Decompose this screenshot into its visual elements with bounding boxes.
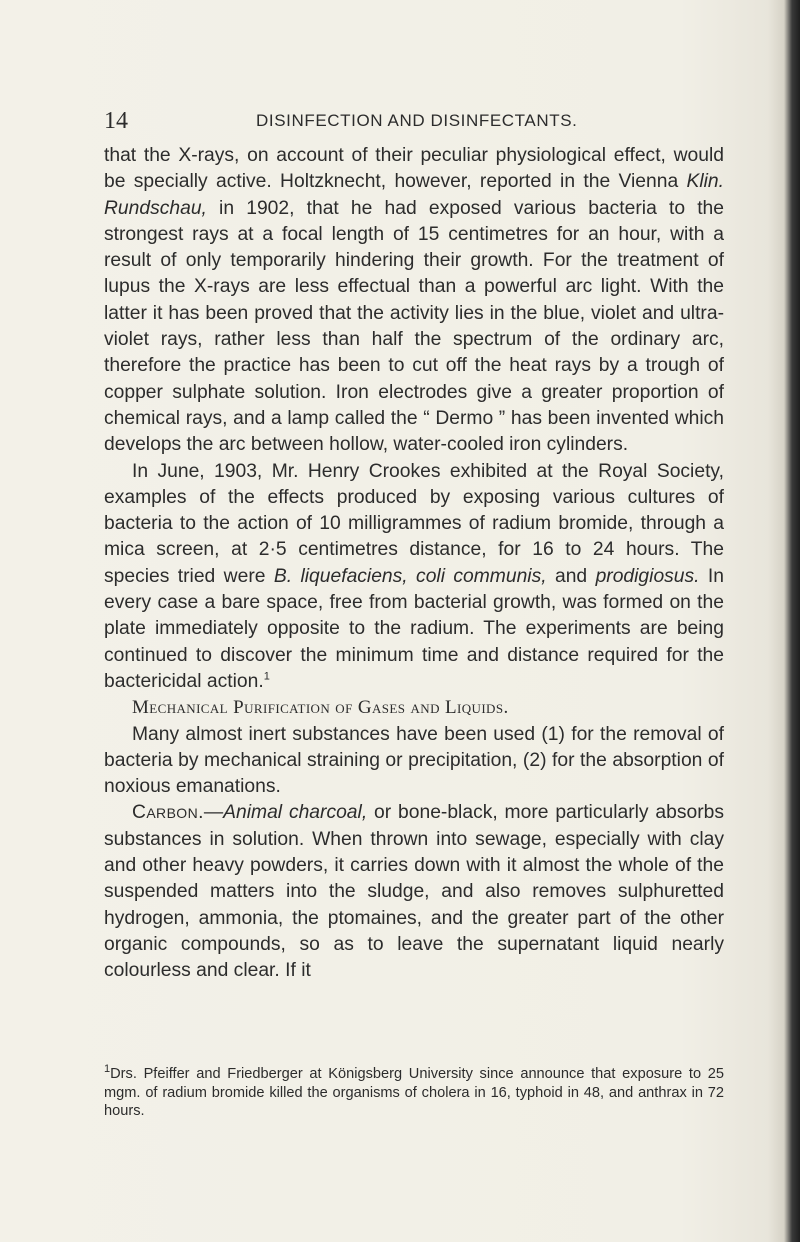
species-names-2: prodigiosus. xyxy=(595,565,700,587)
em-dash: — xyxy=(203,802,224,824)
section-heading: Mechanical Purification of Gases and Liquids. xyxy=(132,697,509,719)
body-text xyxy=(104,143,724,985)
paragraph-inert-substances: Many almost inert substances have been used (1) for the removal of bacteria by mechanical straining or precipitation, (2) for the absorption of noxious emanations. xyxy=(104,723,724,798)
footnote-text: Drs. Pfeiffer and Friedberger at Königsberg University since announce that exposure to 25 mgm. of radium bromide killed the organisms of cholera in 16, typhoid in 48, and anthrax in 72 hours. xyxy=(104,1066,724,1119)
carbon-lead-in: Carbon. xyxy=(132,802,204,824)
paragraph-carbon xyxy=(104,800,724,984)
animal-charcoal-term: Animal charcoal, xyxy=(223,802,368,824)
page-number: 14 xyxy=(104,108,128,134)
footnote-marker: 1 xyxy=(263,670,270,683)
page-header xyxy=(104,108,724,138)
paragraph-carbon-text: or bone-black, more particularly absorbs substances in solution. When thrown into sewage, especially with clay and other heavy powders, it carries down with it almost the whole of the suspended matters into the sludge, and also removes sulphuretted hydrogen, ammonia, the ptomaines, and the greater part of the other organic compounds, so as to leave the supernatant liquid nearly colourless and clear. If it xyxy=(104,802,724,982)
paragraph-xrays-text-a: that the X-rays, on account of their peculiar physiological effect, would be specially active. Holtzknecht, however, reported in the Vienna xyxy=(104,145,724,193)
journal-title: Klin. Rundschau, xyxy=(104,171,724,219)
species-names-1: B. liquefaciens, coli communis, xyxy=(273,565,547,587)
paragraph-xrays-text-b: in 1902, that he had exposed various bacteria to the strongest rays at a focal length of 15 centimetres for an hour, with a result of only temporarily hindering their growth. For the treatment of lupus the X-rays are less effectual than a powerful arc light. With the latter it has been proved that the activity lies in the blue, violet and ultra-violet rays, rather less than half the spectrum of the ordinary arc, therefore the practice has been to cut off the heat rays by a trough of copper sulphate solution. Iron electrodes give a greater proportion of chemical rays, and a lamp called the “ Dermo ” has been invented which develops the arc between hollow, water-cooled iron cylinders. xyxy=(104,197,724,456)
paragraph-xrays xyxy=(104,143,724,459)
conjunction: and xyxy=(546,565,596,587)
paragraph-radium-text-a: In June, 1903, Mr. Henry Crookes exhibited at the Royal Society, examples of the effects produced by exposing various cultures of bacteria to the action of 10 milligrammes of radium bromide, through a mica screen, at 2·5 centimetres distance, for 16 to 24 hours. The species tried were xyxy=(104,460,724,587)
running-head: DISINFECTION AND DISINFECTANTS. xyxy=(256,111,578,130)
paragraph-radium-text-b: In every case a bare space, free from bacterial growth, was formed on the plate immediately opposite to the radium. The experiments are being continued to discover the minimum time and distance required for the bactericidal action. xyxy=(104,565,725,692)
footnote xyxy=(104,1065,724,1121)
paragraph-radium xyxy=(104,459,724,696)
footnote-mark: 1 xyxy=(104,1063,111,1076)
